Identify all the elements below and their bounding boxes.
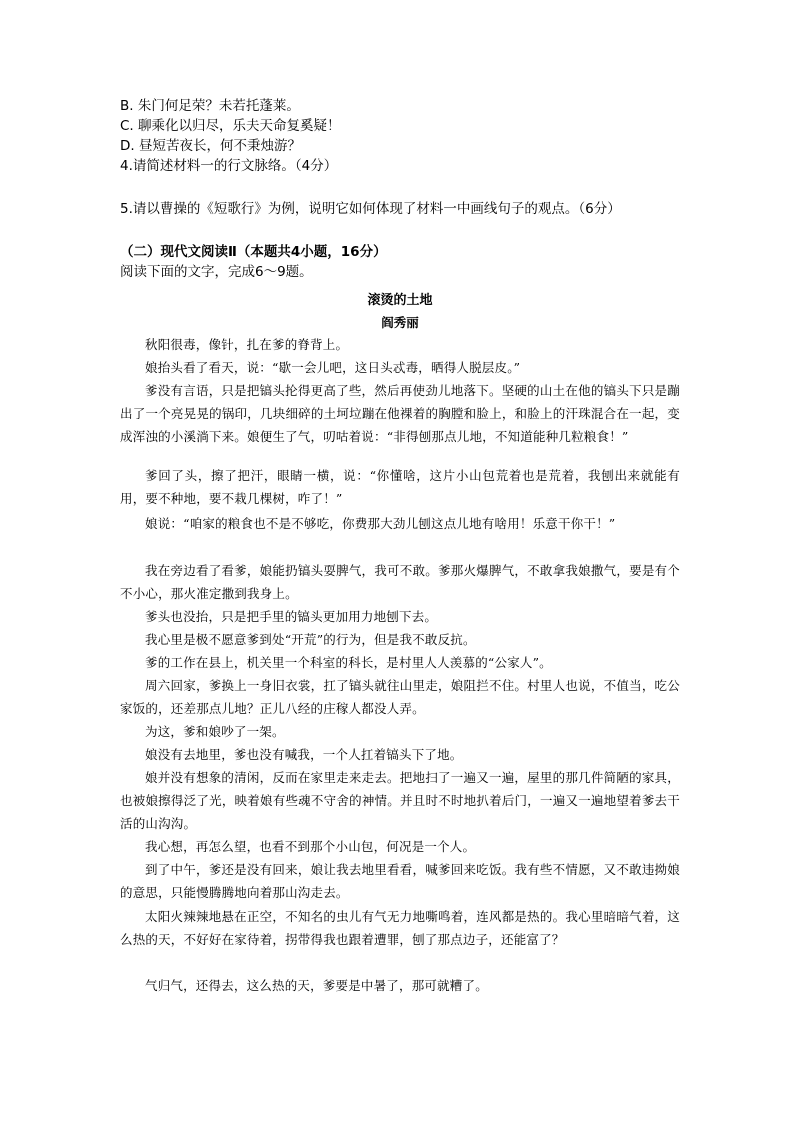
story-paragraph: 太阳火辣辣地悬在正空，不知名的虫儿有气无力地嘶鸣着，连风都是热的。我心里暗暗气着，这么热的天，不好好在家待着，拐带得我也跟着遭罪，刨了那点边子，还能富了？: [120, 909, 680, 947]
instruction: 阅读下面的文字，完成6～9题。: [120, 264, 313, 280]
section-heading: （二）现代文阅读Ⅱ（本题共4小题，16分）: [120, 244, 387, 260]
option-c: C. 聊乘化以归尽，乐夫天命复奚疑！: [120, 118, 341, 134]
story-paragraph: 秋阳很毒，像针，扎在爹的脊背上。: [145, 337, 349, 352]
option-b: B. 朱门何足荣？未若托蓬莱。: [120, 98, 300, 114]
question-4: 4.请简述材料一的行文脉络。（4分）: [120, 158, 338, 174]
story-paragraph: 为这，爹和娘吵了一架。: [145, 724, 285, 739]
story-paragraph: 我心想，再怎么望，也看不到那个小山包，何况是一个人。: [145, 839, 476, 854]
story-paragraph: 到了中午，爹还是没有回来，娘让我去地里看看，喊爹回来吃饭。我有些不情愿，又不敢违拗娘的意思，只能慢腾腾地向着那山沟走去。: [120, 862, 680, 900]
question-5: 5.请以曹操的《短歌行》为例，说明它如何体现了材料一中画线句子的观点。（6分）: [120, 201, 621, 217]
story-paragraph: 娘抬头看了看天，说：“歇一会儿吧，这日头忒毒，晒得人脱层皮。”: [145, 360, 521, 375]
option-d: D. 昼短苦夜长，何不秉烛游？: [120, 138, 301, 154]
story-paragraph: 娘没有去地里，爹也没有喊我，一个人扛着镐头下了地。: [145, 747, 463, 762]
story-paragraph: 爹回了头，擦了把汗，眼睛一横，说：“你懂啥，这片小山包荒着也是荒着，我刨出来就能有用，要不种地，要不栽几棵树，咋了！”: [120, 468, 680, 506]
story-paragraph: 爹的工作在县上，机关里一个科室的科长，是村里人人羡慕的“公家人”。: [145, 655, 552, 670]
story-author: 阎秀丽: [381, 315, 419, 330]
story-paragraph: 娘说：“咱家的粮食也不是不够吃，你费那大劲儿刨这点儿地有啥用！乐意干你干！”: [145, 516, 616, 531]
story-paragraph: 我心里是极不愿意爹到处“开荒”的行为，但是我不敢反抗。: [145, 632, 476, 647]
story-paragraph: 气归气，还得去，这么热的天，爹要是中暑了，那可就糟了。: [145, 978, 488, 993]
story-paragraph: 爹头也没抬，只是把手里的镐头更加用力地刨下去。: [145, 609, 438, 624]
story-title: 滚烫的土地: [367, 293, 433, 308]
story-paragraph: 爹没有言语，只是把镐头抡得更高了些，然后再使劲儿地落下。坚硬的山土在他的镐头下只是蹦出了一个亮晃晃的锅印，几块细碎的土坷垃蹦在他裸着的胸膛和脸上，和脸上的汗珠混合在一起，变成浑浊的小溪淌下来。娘便生了气，叨咕着说：“非得刨那点儿地，不知道能种几粒粮食！”: [120, 383, 680, 444]
story-paragraph: 周六回家，爹换上一身旧衣裳，扛了镐头就往山里走，娘阻拦不住。村里人也说，不值当，吃公家饭的，还差那点儿地？正儿八经的庄稼人都没人弄。: [120, 678, 680, 716]
story-paragraph: 我在旁边看了看爹，娘能扔镐头耍脾气，我可不敢。爹那火爆脾气，不敢拿我娘撒气，要是有个不小心，那火准定撒到我身上。: [120, 563, 680, 601]
story-paragraph: 娘并没有想象的清闲，反而在家里走来走去。把地扫了一遍又一遍，屋里的那几件简陋的家具，也被娘擦得泛了光，映着娘有些魂不守舍的神情。并且时不时地扒着后门，一遍又一遍地望着爹去干活的山沟沟。: [120, 770, 680, 831]
